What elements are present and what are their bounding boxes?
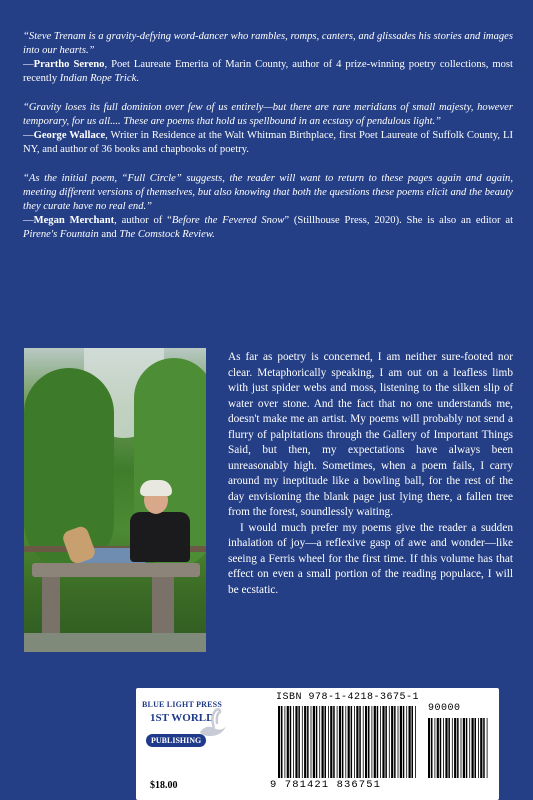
- ean-digits: 9 781421 836751: [270, 779, 382, 791]
- publisher-name: BLUE LIGHT PRESS: [142, 700, 222, 709]
- barcode-bar: [368, 706, 370, 778]
- statement-paragraph-2: I would much prefer my poems give the reader a sudden inhalation of joy—a reflexive gasp of awe and wonder—like seeing a Ferris wheel for the first time. If this volume has that effect on even a small portion of the reading populace, I will be ecstatic.: [228, 521, 513, 596]
- ean-barcode: [278, 706, 418, 778]
- barcode-bar: [351, 706, 353, 778]
- barcode-bar: [363, 706, 364, 778]
- barcode-bar: [365, 706, 367, 778]
- barcode-bar: [466, 718, 468, 778]
- barcode-bar: [328, 706, 329, 778]
- barcode-bar: [385, 706, 387, 778]
- isbn-text: ISBN 978-1-4218-3675-1: [276, 692, 420, 703]
- barcode-bar: [278, 706, 280, 778]
- barcode-bar: [307, 706, 309, 778]
- barcode-bar: [445, 718, 447, 778]
- barcode-bar: [290, 706, 292, 778]
- blurb-author: George Wallace: [33, 130, 106, 141]
- blurb-author: Prartho Sereno: [33, 59, 105, 70]
- barcode-bar: [304, 706, 306, 778]
- barcode-bar: [403, 706, 405, 778]
- barcode-bar: [313, 706, 315, 778]
- photo-bench: [32, 563, 200, 577]
- barcode-bar: [398, 706, 399, 778]
- barcode-bar: [412, 706, 414, 778]
- blurb-attribution: —Megan Merchant, author of “Before the Fevered Snow” (Stillhouse Press, 2020). She is also an editor at Pirene's Fountain and The Comstock Review.: [23, 215, 514, 240]
- barcode-bar: [391, 706, 393, 778]
- blurb-author: Megan Merchant: [33, 215, 115, 226]
- author-statement: [228, 350, 513, 598]
- barcode-bar: [443, 718, 444, 778]
- barcode-bar: [293, 706, 294, 778]
- blurbs: [23, 30, 513, 257]
- barcode-bar: [333, 706, 335, 778]
- barcode-bar: [389, 706, 390, 778]
- blurb-quote: “As the initial poem, “Full Circle” suggests, the reader will want to return to these pages again and again, meeting different versions of themselves, but also knowing that both the questions these poems elicit and the beauty they curate have no real end.”: [23, 173, 513, 212]
- addon-number: 90000: [428, 703, 461, 714]
- barcode-bar: [435, 718, 436, 778]
- blurb-3: [23, 172, 513, 242]
- barcode-bar: [487, 718, 488, 778]
- author-photo: [24, 348, 206, 652]
- price: $18.00: [150, 780, 178, 791]
- photo-ground: [24, 633, 206, 652]
- publisher-logo: [142, 694, 242, 754]
- barcode-bar: [354, 706, 355, 778]
- publisher-imprint: 1ST WORLD: [150, 712, 215, 724]
- barcode-bar: [483, 718, 485, 778]
- photo-author-shirt: [130, 512, 190, 562]
- barcode-bar: [463, 718, 465, 778]
- blurb-attribution: —George Wallace, Writer in Residence at the Walt Whitman Birthplace, first Poet Laureate of Suffolk County, LI NY, and author of 36 books and chapbooks of poetry.: [23, 130, 513, 155]
- barcode-bar: [339, 706, 341, 778]
- barcode-bar: [454, 718, 456, 778]
- barcode-bar: [400, 706, 402, 778]
- barcode-bar: [319, 706, 320, 778]
- barcode-bar: [356, 706, 358, 778]
- barcode-bar: [359, 706, 361, 778]
- barcode-bar: [478, 718, 479, 778]
- barcode-bar: [475, 718, 477, 778]
- blurb-2: [23, 101, 513, 157]
- blurb-attribution: —Prartho Sereno, Poet Laureate Emerita of Marin County, author of 4 prize-winning poetry collections, most recently Indian Rope Trick.: [23, 59, 513, 84]
- barcode-bar: [345, 706, 346, 778]
- barcode-bar: [431, 718, 433, 778]
- barcode-bar: [287, 706, 289, 778]
- barcode-bar: [461, 718, 462, 778]
- barcode-bar: [415, 706, 416, 778]
- photo-author-hair: [140, 480, 172, 496]
- photo-bench-leg: [152, 577, 174, 637]
- barcode-bar: [298, 706, 300, 778]
- barcode-bar: [457, 718, 459, 778]
- addon-barcode: [428, 718, 488, 778]
- barcode-bar: [377, 706, 379, 778]
- barcode-bar: [285, 706, 286, 778]
- blurb-quote: “Steve Trenam is a gravity-defying word-dancer who rambles, romps, canters, and glissades his stories and images into our hearts.”: [23, 31, 513, 56]
- barcode-bar: [480, 718, 482, 778]
- barcode-bar: [448, 718, 450, 778]
- publisher-publishing: PUBLISHING: [146, 734, 206, 747]
- barcode-bar: [342, 706, 344, 778]
- barcode-bar: [322, 706, 324, 778]
- barcode-bar: [472, 718, 474, 778]
- barcode-bar: [452, 718, 453, 778]
- barcode-bar: [330, 706, 332, 778]
- barcode-bar: [337, 706, 338, 778]
- blurb-quote: “Gravity loses its full dominion over few of us entirely—but there are rare meridians of small majesty, however temporary, for us all.... These are poems that hold us spellbound in an ecstasy of pendulous light.”: [23, 102, 513, 127]
- barcode-bar: [372, 706, 373, 778]
- barcode-bar: [380, 706, 381, 778]
- barcode-bar: [348, 706, 350, 778]
- barcode-bar: [311, 706, 312, 778]
- barcode-bar: [281, 706, 283, 778]
- barcode-bar: [437, 718, 439, 778]
- barcode-bar: [316, 706, 318, 778]
- barcode-bar: [295, 706, 297, 778]
- barcode-bar: [325, 706, 327, 778]
- barcode-bar: [374, 706, 376, 778]
- barcode-bar: [382, 706, 384, 778]
- barcode-panel: [136, 688, 499, 800]
- barcode-bar: [440, 718, 442, 778]
- barcode-bar: [409, 706, 411, 778]
- barcode-bar: [302, 706, 303, 778]
- blurb-1: [23, 30, 513, 86]
- barcode-bar: [406, 706, 407, 778]
- barcode-bar: [394, 706, 396, 778]
- barcode-bar: [469, 718, 470, 778]
- statement-paragraph-1: As far as poetry is concerned, I am neither sure-footed nor clear. Metaphorically speaking, I am out on a leafless limb with just spider webs and moss, listening to the silken slip of water over stone. And the fact that no one understands me, doesn't make me an artist. My poems will probably not send a flurry of palpitations through the Gallery of Important Things Said, but then, my expectations have always been unreasonably high. Sometimes, when a poem fails, I carry around my ineptitude like a bowling ball, for the rest of the day envisioning the blank page just lying there, a fallen tree from the forest, soundlessly waiting.: [228, 351, 513, 518]
- photo-bench-leg: [42, 577, 60, 637]
- barcode-bar: [428, 718, 430, 778]
